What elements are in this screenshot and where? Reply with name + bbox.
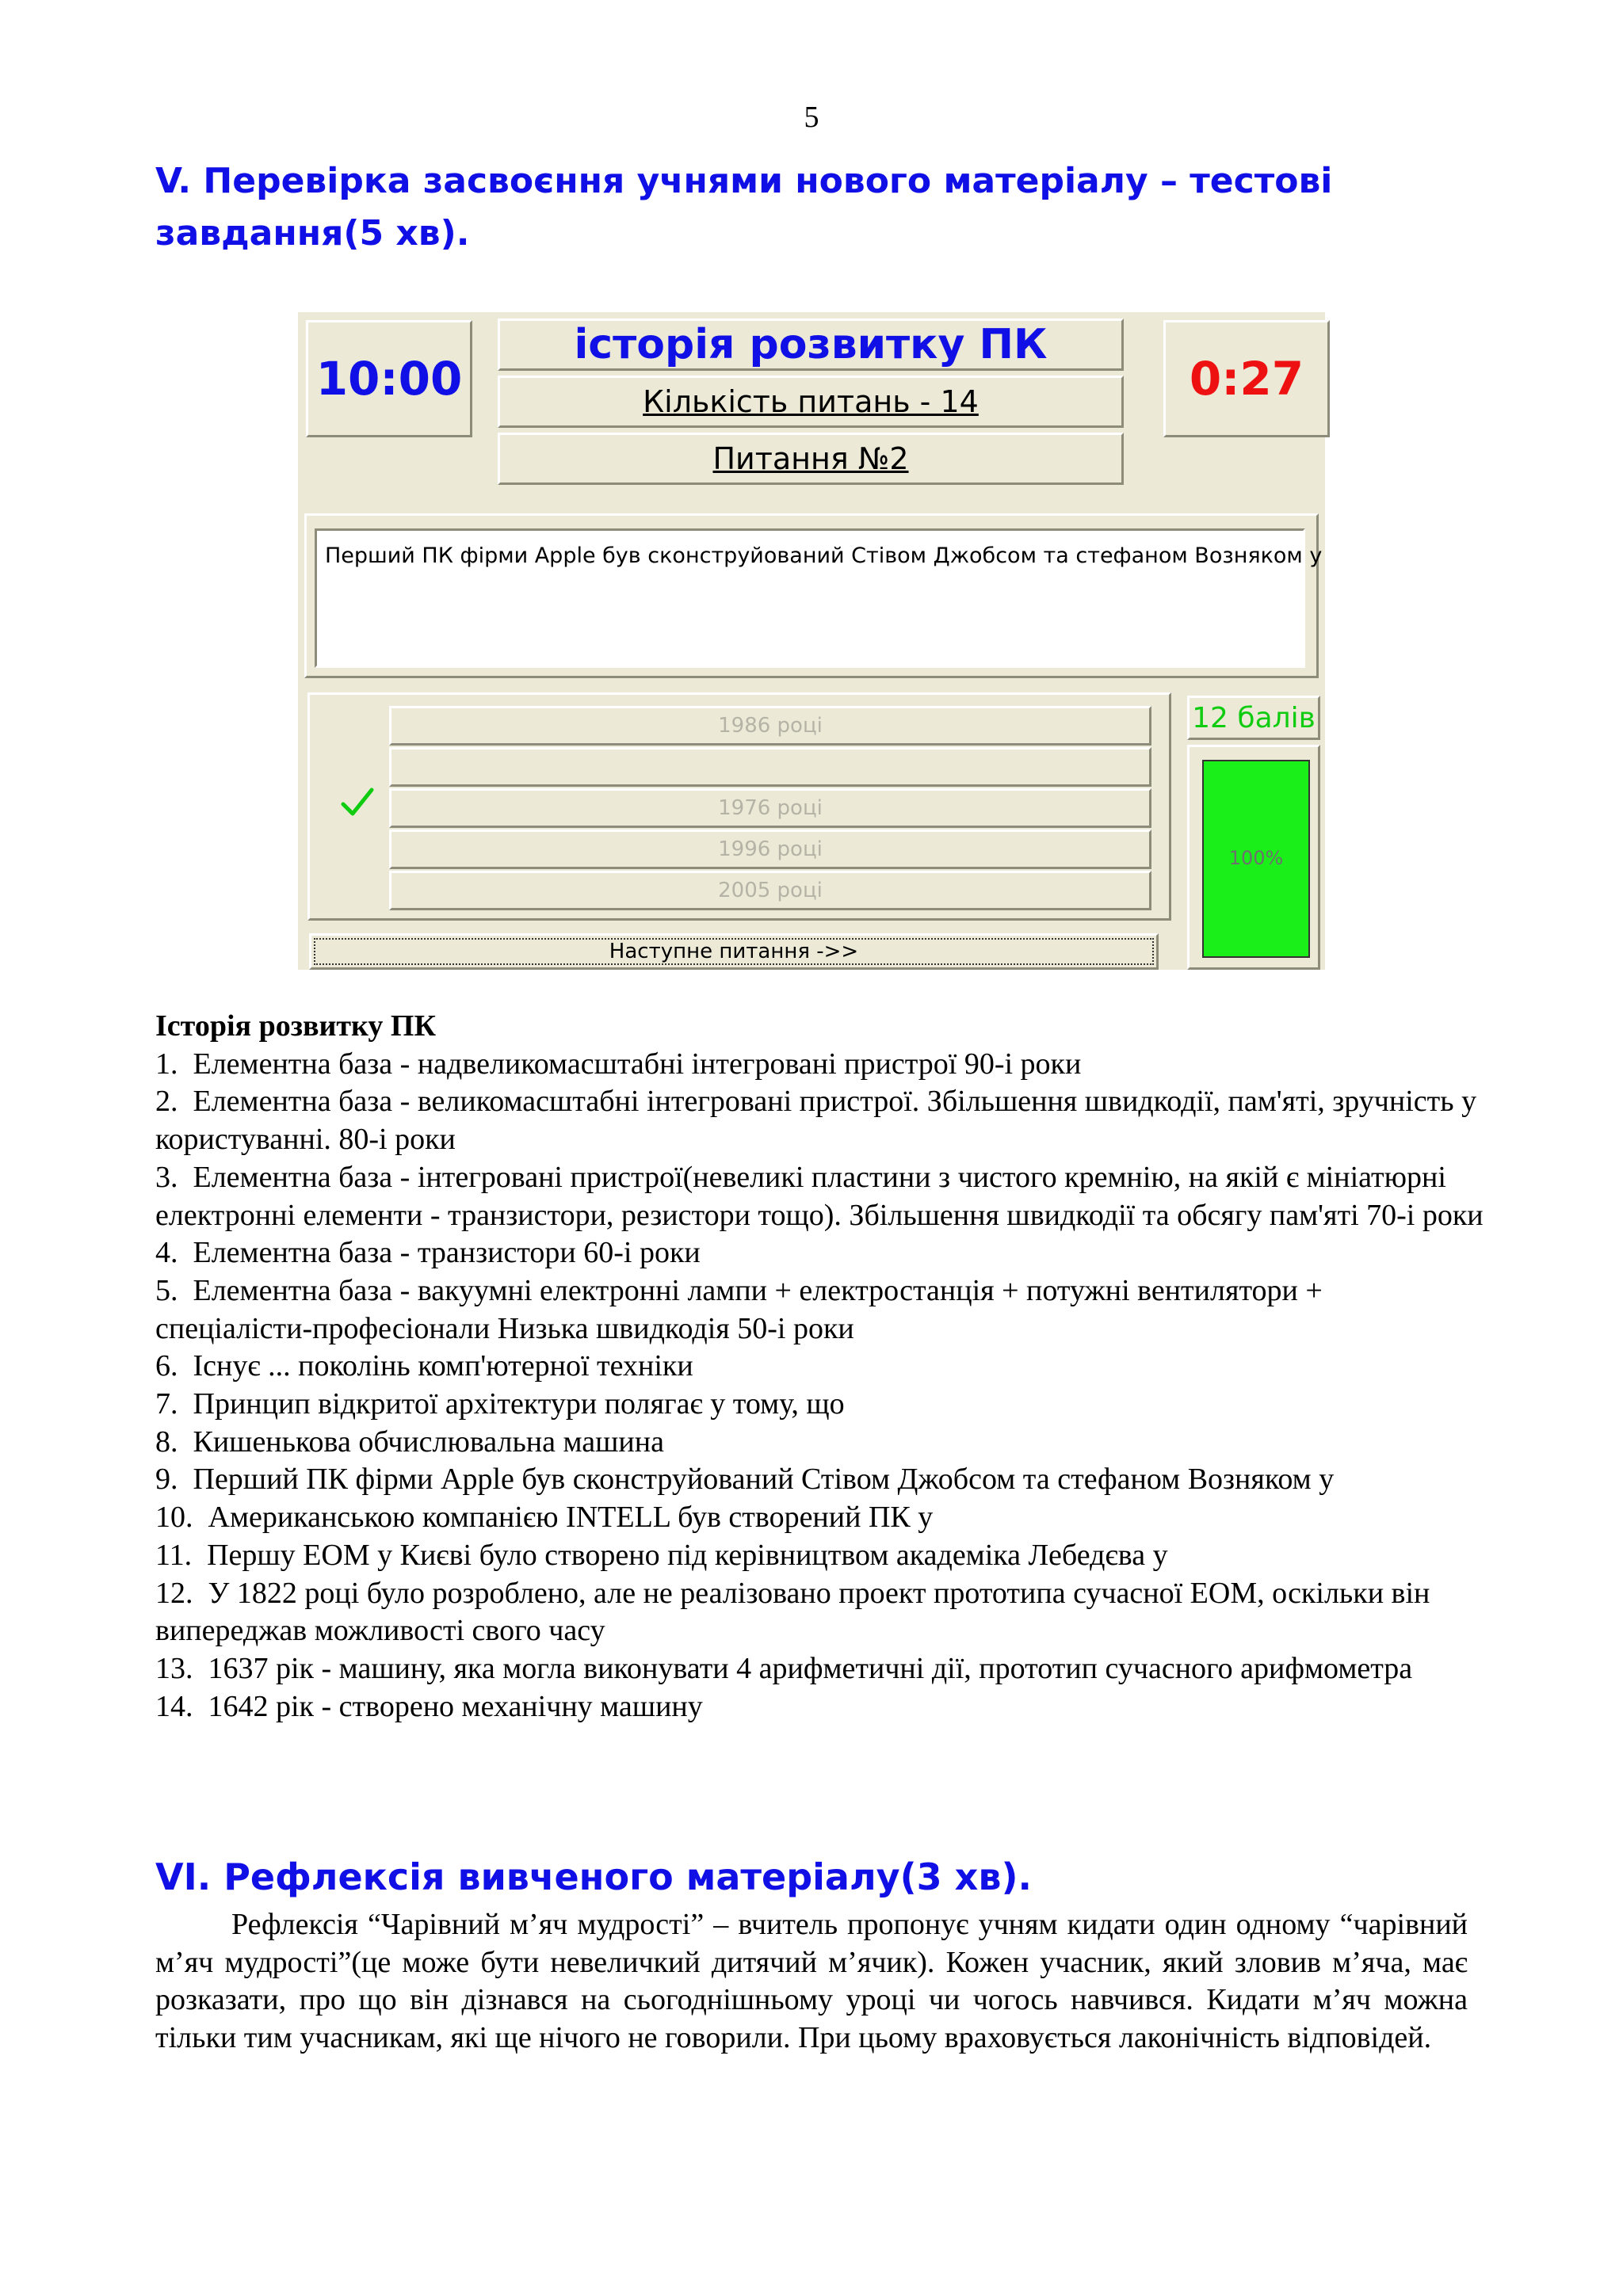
score-display: 12 балів	[1187, 696, 1320, 740]
question-textbox	[315, 528, 1323, 668]
answer-option-1[interactable]: 1986 році	[389, 706, 1151, 746]
list-item: 3. Елементна база - інтегровані пристрої(невеликі пластини з чистого кремнію, на якій є мініатюрні електронні елементи - транзистори, резистори тощо). Збільшення швидкодії та обсягу пам'яті 70-і роки	[155, 1160, 1484, 1232]
list-item: 4. Елементна база - транзистори 60-і роки	[155, 1236, 701, 1270]
time-left-display: 0:27	[1163, 320, 1330, 437]
list-item: 5. Елементна база - вакуумні електронні лампи + електростанція + потужні вентилятори + спеціалісти-професіонали Низька швидкодія 50-і роки	[155, 1273, 1331, 1345]
history-list	[155, 1008, 1487, 1726]
progress-bar	[1202, 760, 1310, 958]
test-app-window	[298, 312, 1325, 970]
progress-label: 100%	[1228, 847, 1284, 869]
history-list-title: Історія розвитку ПК	[155, 1009, 437, 1043]
section-heading-reflection: VI. Рефлексія вивченого матеріалу(3 хв).	[155, 1855, 1032, 1898]
question-panel	[304, 513, 1323, 678]
answer-option-3[interactable]: 1976 році	[389, 788, 1151, 828]
question-text: Перший ПК фірми Apple був сконструйований Стівом Джобсом та стефаном Возняком у	[325, 543, 1323, 568]
progress-panel	[1187, 745, 1320, 970]
list-item: 11. Першу ЕОМ у Києві було створено під керівництвом академіка Лебедєва у	[155, 1538, 1168, 1572]
list-item: 1. Елементна база - надвеликомасштабні інтегровані пристрої 90-і роки	[155, 1047, 1082, 1081]
list-item: 10. Американською компанією INTELL був створений ПК у	[155, 1501, 934, 1535]
list-item: 7. Принцип відкритої архітектури полягає у тому, що	[155, 1387, 845, 1421]
answer-option-4[interactable]: 1996 році	[389, 830, 1151, 869]
question-count: Кількість питань - 14	[498, 376, 1124, 428]
checkmark-icon	[338, 784, 376, 822]
list-item: 2. Елементна база - великомасштабні інтегровані пристрої. Збільшення швидкодії, пам'яті, зручність у користуванні. 80-і роки	[155, 1085, 1484, 1157]
section-heading-testing: V. Перевірка засвоєння учнями нового матеріалу – тестові завдання(5 хв).	[155, 161, 1333, 254]
list-item: 9. Перший ПК фірми Apple був сконструйований Стівом Джобсом та стефаном Возняком у	[155, 1463, 1335, 1497]
test-title: історія розвитку ПК	[498, 318, 1124, 371]
page-number: 5	[804, 101, 819, 134]
list-item: 13. 1637 рік - машину, яка могла виконувати 4 арифметичні дії, прототип сучасного арифмометра	[155, 1651, 1413, 1685]
list-item: 6. Існує ... поколінь комп'ютерної техніки	[155, 1349, 693, 1383]
list-item: 12. У 1822 році було розроблено, але не реалізовано проект прототипа сучасної ЕОМ, оскільки він випереджав можливості свого часу	[155, 1576, 1438, 1648]
question-number: Питання №2	[498, 433, 1124, 485]
answers-panel	[307, 692, 1171, 921]
answer-option-2[interactable]	[389, 747, 1151, 787]
answer-option-5[interactable]: 2005 році	[389, 871, 1151, 910]
list-item: 8. Кишенькова обчислювальна машина	[155, 1425, 664, 1459]
history-list-items	[155, 1046, 1487, 1726]
next-question-button[interactable]: Наступне питання ->>	[309, 933, 1159, 970]
reflection-paragraph: Рефлексія “Чарівний м’яч мудрості” – вчитель пропонує учням кидати один одному “чарівний м’яч мудрості”(це може бути невеличкий дитячий м’ячик). Кожен учасник, який зловив м’яча, має розказати, про що він дізнався на сьогоднішньому уроці чи чогось навчився. Кидати м’яч можна тільки тим учасникам, які ще нічого не говорили. При цьому враховується лаконічність відповідей.	[155, 1908, 1468, 2054]
list-item: 14. 1642 рік - створено механічну машину	[155, 1689, 703, 1723]
total-time-display: 10:00	[306, 320, 472, 437]
